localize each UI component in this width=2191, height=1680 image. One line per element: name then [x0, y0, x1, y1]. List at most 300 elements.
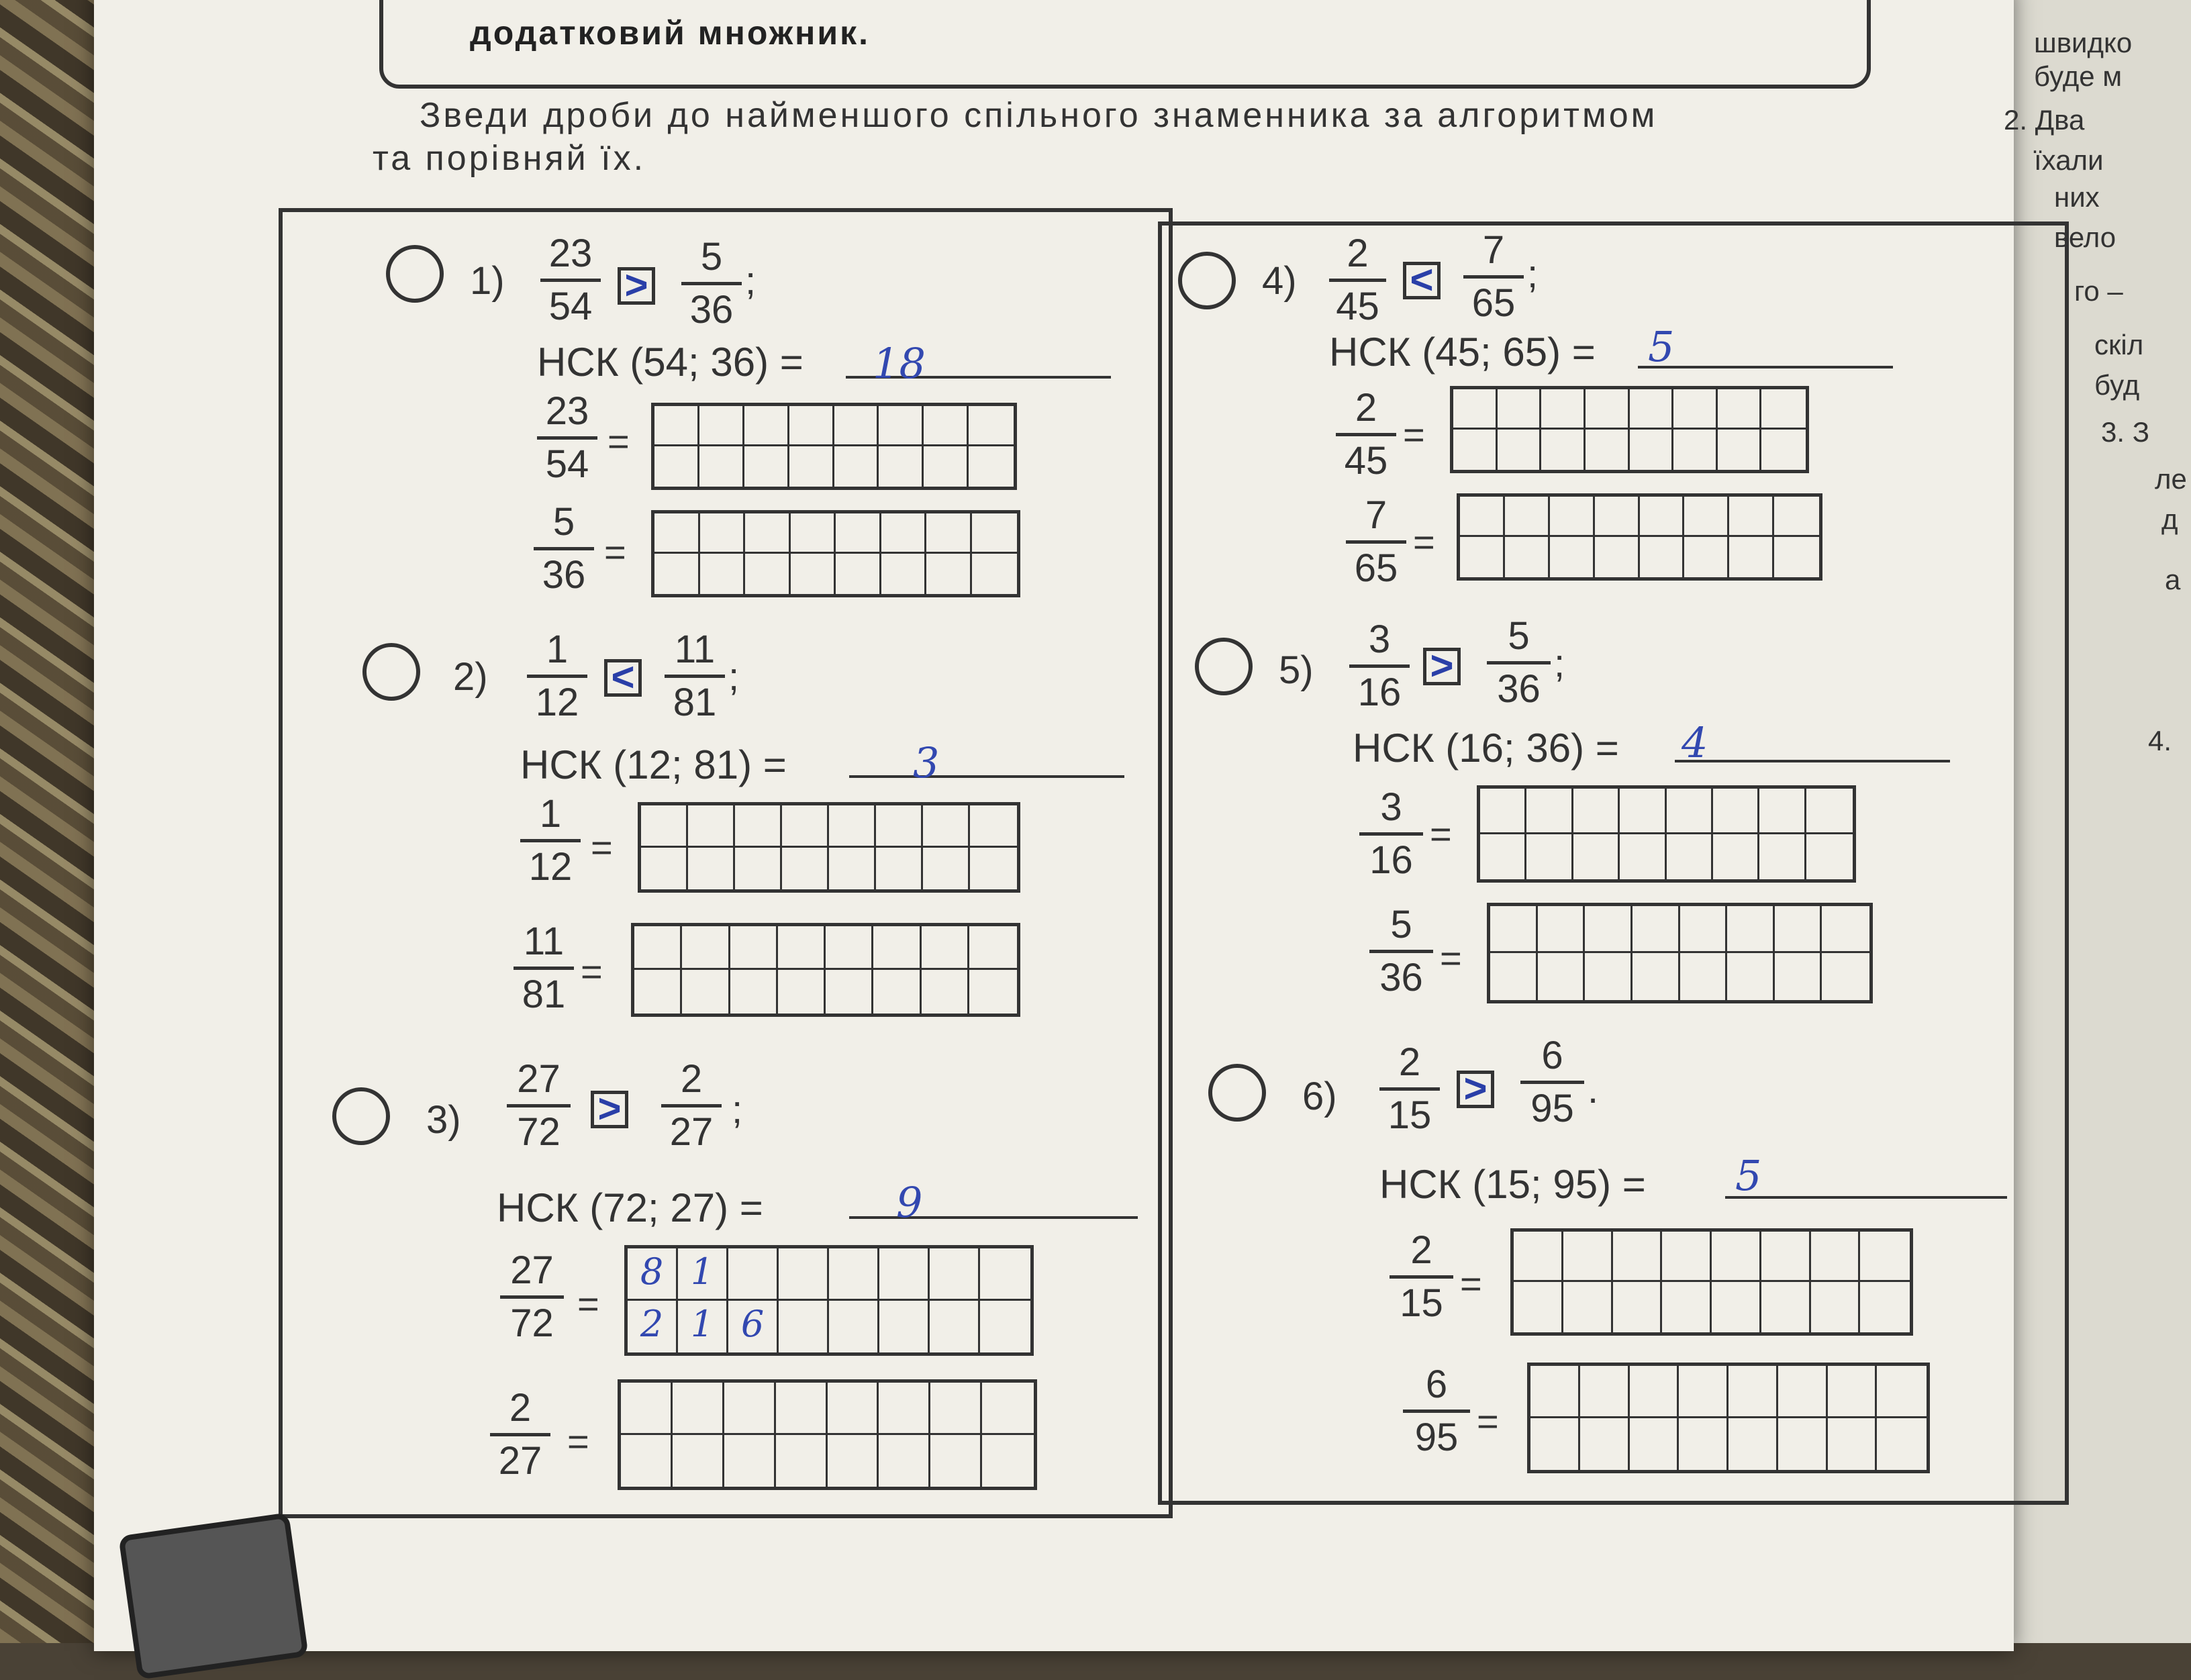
- grid-cell[interactable]: [1580, 1366, 1630, 1418]
- equals-sign: =: [567, 1420, 589, 1463]
- grid-cell[interactable]: [1563, 1282, 1613, 1332]
- grid-cell[interactable]: [1806, 834, 1853, 880]
- numerator: 5: [1390, 903, 1412, 946]
- grid-cell[interactable]: [682, 926, 730, 970]
- grid-cell[interactable]: [969, 926, 1017, 970]
- grid-cell[interactable]: [834, 406, 879, 446]
- exercise-4-fraction-a: [1329, 232, 1386, 329]
- grid-cell[interactable]: [970, 805, 1017, 848]
- grid-cell[interactable]: [1640, 537, 1685, 577]
- exercise-6-checkbox[interactable]: [1208, 1064, 1266, 1122]
- exercise-1-answer-grid-a[interactable]: [651, 403, 1017, 490]
- exercise-6-fraction-a-copy: [1390, 1228, 1453, 1326]
- denominator: 45: [1344, 439, 1388, 483]
- grid-cell[interactable]: [1585, 906, 1633, 953]
- grid-cell[interactable]: [673, 1435, 724, 1487]
- grid-cell[interactable]: [1498, 389, 1542, 430]
- exercise-3-answer-grid-b[interactable]: [618, 1379, 1037, 1490]
- grid-cell[interactable]: [1778, 1418, 1828, 1471]
- grid-cell[interactable]: 6: [728, 1301, 779, 1353]
- grid-cell[interactable]: [829, 1301, 879, 1353]
- grid-cell[interactable]: [789, 446, 834, 487]
- grid-cell[interactable]: [873, 926, 921, 970]
- grid-cell[interactable]: [926, 554, 972, 594]
- grid-cell[interactable]: [1505, 497, 1550, 537]
- grid-cell[interactable]: [1630, 1366, 1679, 1418]
- grid-cell[interactable]: [779, 1248, 829, 1301]
- grid-cell[interactable]: [776, 1383, 828, 1435]
- grid-cell[interactable]: [972, 554, 1018, 594]
- exercise-5-comparison-box[interactable]: >: [1423, 648, 1461, 685]
- grid-cell[interactable]: [745, 554, 791, 594]
- numerator: 3: [1380, 785, 1402, 829]
- grid-cell[interactable]: [1480, 834, 1526, 880]
- grid-cell[interactable]: [1490, 906, 1538, 953]
- grid-cell[interactable]: [826, 926, 873, 970]
- grid-cell[interactable]: [1573, 834, 1620, 880]
- grid-cell[interactable]: [1630, 1418, 1679, 1471]
- denominator: 45: [1336, 285, 1379, 328]
- grid-cell[interactable]: [1761, 389, 1806, 430]
- exercise-3-answer-grid-a[interactable]: [624, 1245, 1034, 1356]
- grid-cell[interactable]: [1550, 497, 1595, 537]
- grid-cell[interactable]: [970, 848, 1017, 890]
- exercise-6-answer-line[interactable]: [1725, 1196, 2007, 1199]
- grid-cell[interactable]: [1514, 1232, 1563, 1282]
- grid-cell[interactable]: [1729, 537, 1774, 577]
- numerator: 27: [510, 1248, 554, 1292]
- numerator: 2: [1355, 386, 1377, 430]
- grid-cell[interactable]: [879, 406, 924, 446]
- exercise-5-label: 5): [1279, 648, 1314, 692]
- denominator: 15: [1400, 1281, 1443, 1325]
- denominator: 15: [1387, 1093, 1432, 1137]
- grid-cell[interactable]: [700, 554, 746, 594]
- grid-cell[interactable]: [1490, 953, 1538, 1000]
- grid-cell[interactable]: [673, 1383, 724, 1435]
- right-page-line: їхали: [2034, 144, 2104, 176]
- grid-cell[interactable]: [873, 970, 921, 1014]
- exercise-2-checkbox[interactable]: [362, 643, 420, 701]
- grid-cell[interactable]: [700, 513, 746, 554]
- grid-cell[interactable]: 1: [678, 1301, 728, 1353]
- grid-cell[interactable]: [982, 1435, 1034, 1487]
- grid-cell[interactable]: [1453, 389, 1498, 430]
- exercise-4-nsk-label: НСК (45; 65) =: [1329, 330, 1596, 375]
- grid-cell[interactable]: 2: [628, 1301, 678, 1353]
- grid-cell[interactable]: [730, 926, 778, 970]
- grid-cell[interactable]: [1526, 834, 1573, 880]
- grid-cell[interactable]: [1620, 834, 1666, 880]
- grid-cell[interactable]: [1667, 834, 1713, 880]
- grid-cell[interactable]: [1774, 497, 1819, 537]
- grid-cell[interactable]: [1480, 789, 1526, 834]
- exercise-3-comparison-box[interactable]: >: [591, 1091, 628, 1128]
- grid-cell[interactable]: [1640, 497, 1685, 537]
- right-page-line: вело: [2054, 221, 2116, 253]
- grid-cell[interactable]: [922, 926, 969, 970]
- grid-cell[interactable]: [1538, 906, 1586, 953]
- grid-cell[interactable]: [1761, 1282, 1811, 1332]
- exercise-2-answer: 3: [913, 738, 940, 787]
- numerator: 27: [517, 1057, 561, 1101]
- grid-cell[interactable]: [1680, 906, 1728, 953]
- grid-cell[interactable]: [969, 446, 1014, 487]
- numerator: 23: [548, 232, 593, 275]
- grid-cell[interactable]: [828, 1435, 879, 1487]
- grid-cell[interactable]: [641, 805, 688, 848]
- exercise-6-nsk-label: НСК (15; 95) =: [1379, 1162, 1646, 1207]
- grid-cell[interactable]: [1620, 789, 1666, 834]
- grid-cell[interactable]: [1630, 389, 1674, 430]
- numerator: 2: [1347, 232, 1369, 275]
- exercise-4-comparison-box[interactable]: <: [1403, 262, 1441, 299]
- grid-cell[interactable]: [1729, 1418, 1778, 1471]
- grid-cell[interactable]: [1530, 1418, 1580, 1471]
- grid-cell[interactable]: [1633, 953, 1680, 1000]
- denominator: 12: [528, 845, 573, 889]
- grid-cell[interactable]: [1761, 1232, 1811, 1282]
- right-page-line: буд: [2094, 369, 2140, 401]
- numerator: 23: [545, 389, 589, 433]
- exercise-6-fraction-b: [1520, 1034, 1584, 1131]
- numerator: 2: [1410, 1228, 1432, 1272]
- exercise-6-comparison-box[interactable]: >: [1457, 1071, 1494, 1108]
- grid-cell[interactable]: [930, 1383, 982, 1435]
- exercise-5-nsk-label: НСК (16; 36) =: [1353, 726, 1619, 771]
- grid-cell[interactable]: [1453, 430, 1498, 470]
- grid-cell[interactable]: [828, 1383, 879, 1435]
- grid-cell[interactable]: [791, 554, 836, 594]
- grid-cell[interactable]: [782, 805, 829, 848]
- grid-cell[interactable]: [654, 554, 700, 594]
- grid-cell[interactable]: [744, 406, 789, 446]
- grid-cell[interactable]: [1759, 834, 1806, 880]
- grid-cell[interactable]: [923, 848, 970, 890]
- grid-cell[interactable]: [829, 1248, 879, 1301]
- exercise-3-fraction-a-copy: [500, 1248, 564, 1346]
- grid-cell[interactable]: [1775, 953, 1822, 1000]
- grid-cell[interactable]: [735, 805, 782, 848]
- grid-cell[interactable]: [1514, 1282, 1563, 1332]
- exercise-3-nsk-label: НСК (72; 27) =: [497, 1185, 763, 1230]
- exercise-1-fraction-a: [540, 232, 601, 329]
- exercise-5-fraction-a: [1349, 617, 1410, 715]
- grid-cell[interactable]: [879, 446, 924, 487]
- exercise-5-checkbox[interactable]: [1195, 638, 1253, 695]
- exercise-6-answer-grid-b[interactable]: [1527, 1363, 1930, 1473]
- grid-cell[interactable]: [1526, 789, 1573, 834]
- grid-cell[interactable]: [1684, 497, 1729, 537]
- exercise-6-fraction-a: [1379, 1040, 1440, 1138]
- exercise-3-checkbox[interactable]: [332, 1087, 390, 1145]
- grid-cell[interactable]: [654, 406, 699, 446]
- rule-text: додатковий множник.: [470, 14, 871, 52]
- exercise-4-fraction-a-copy: [1336, 386, 1396, 483]
- grid-cell[interactable]: [688, 805, 735, 848]
- exercise-3-fraction-b-copy: [490, 1386, 550, 1483]
- denominator: 12: [535, 681, 579, 724]
- right-page-line: го –: [2074, 275, 2123, 307]
- grid-cell[interactable]: [1460, 537, 1505, 577]
- exercise-1-answer-grid-b[interactable]: [651, 510, 1020, 597]
- grid-cell[interactable]: [924, 406, 969, 446]
- grid-cell[interactable]: [1550, 537, 1595, 577]
- grid-cell[interactable]: [1761, 430, 1806, 470]
- exercise-5-answer-line[interactable]: [1675, 760, 1950, 762]
- grid-cell[interactable]: [1613, 1232, 1663, 1282]
- grid-cell[interactable]: [778, 926, 826, 970]
- grid-cell[interactable]: [980, 1248, 1030, 1301]
- grid-cell[interactable]: [1679, 1366, 1729, 1418]
- grid-cell[interactable]: [1662, 1282, 1712, 1332]
- right-page-line: швидко: [2034, 27, 2133, 58]
- grid-cell[interactable]: [980, 1301, 1030, 1353]
- exercise-2-answer-line[interactable]: [849, 775, 1124, 778]
- exercise-1-checkbox[interactable]: [386, 245, 444, 303]
- grid-cell[interactable]: [1877, 1418, 1927, 1471]
- exercise-4-answer-grid-a[interactable]: [1450, 386, 1809, 473]
- grid-cell[interactable]: [778, 970, 826, 1014]
- exercise-1-comparison-box[interactable]: >: [618, 267, 655, 305]
- grid-cell[interactable]: [699, 406, 744, 446]
- grid-cell[interactable]: [1541, 389, 1586, 430]
- exercise-2-answer-grid-b[interactable]: [631, 923, 1020, 1017]
- grid-cell[interactable]: [1673, 430, 1718, 470]
- grid-cell[interactable]: [1586, 430, 1630, 470]
- grid-cell[interactable]: [1460, 497, 1505, 537]
- grid-cell[interactable]: [1505, 537, 1550, 577]
- grid-cell[interactable]: [782, 848, 829, 890]
- exercise-3-fraction-b: [661, 1057, 722, 1154]
- numerator: 3: [1368, 617, 1391, 661]
- grid-cell[interactable]: [634, 926, 682, 970]
- grid-cell[interactable]: [930, 1435, 982, 1487]
- denominator: 95: [1530, 1087, 1574, 1130]
- exercise-5-fraction-b-copy: [1369, 903, 1433, 1000]
- exercise-2-comparison-box[interactable]: <: [604, 659, 642, 697]
- numerator: 2: [680, 1057, 703, 1101]
- grid-cell[interactable]: [1662, 1232, 1712, 1282]
- grid-cell[interactable]: [1585, 953, 1633, 1000]
- equals-sign: =: [607, 420, 630, 462]
- grid-cell[interactable]: [969, 406, 1014, 446]
- exercise-6-label: 6): [1302, 1075, 1337, 1118]
- denominator: 81: [673, 681, 717, 724]
- grid-cell[interactable]: [1633, 906, 1680, 953]
- grid-cell[interactable]: [730, 970, 778, 1014]
- grid-cell[interactable]: [876, 848, 923, 890]
- grid-cell[interactable]: [1712, 1282, 1761, 1332]
- grid-cell[interactable]: [1713, 789, 1759, 834]
- grid-cell[interactable]: [1667, 789, 1713, 834]
- grid-cell[interactable]: [881, 554, 927, 594]
- equals-sign: =: [1413, 521, 1435, 563]
- grid-cell[interactable]: [682, 970, 730, 1014]
- exercise-5-answer-grid-b[interactable]: [1487, 903, 1873, 1003]
- exercise-4-answer-line[interactable]: [1638, 366, 1893, 368]
- grid-cell[interactable]: [1630, 430, 1674, 470]
- grid-cell[interactable]: [1775, 906, 1822, 953]
- grid-cell[interactable]: [1595, 497, 1640, 537]
- exercise-3-fraction-a: [507, 1057, 571, 1154]
- grid-cell[interactable]: [924, 446, 969, 487]
- grid-cell[interactable]: [1828, 1366, 1878, 1418]
- grid-cell[interactable]: [1860, 1232, 1910, 1282]
- numerator: 5: [552, 500, 575, 544]
- grid-cell[interactable]: [926, 513, 972, 554]
- grid-cell[interactable]: [879, 1435, 930, 1487]
- task-line-2: та порівняй їх.: [373, 139, 646, 178]
- grid-cell[interactable]: [1580, 1418, 1630, 1471]
- grid-cell[interactable]: 1: [678, 1248, 728, 1301]
- exercise-4-label: 4): [1262, 259, 1297, 303]
- grid-cell[interactable]: [1774, 537, 1819, 577]
- grid-cell[interactable]: [1679, 1418, 1729, 1471]
- grid-cell[interactable]: [879, 1248, 930, 1301]
- grid-cell[interactable]: [1729, 1366, 1778, 1418]
- right-page-line: 3. З: [2101, 416, 2150, 448]
- grid-cell[interactable]: [1712, 1232, 1761, 1282]
- grid-cell[interactable]: [876, 805, 923, 848]
- grid-cell[interactable]: [1727, 953, 1775, 1000]
- grid-cell[interactable]: [1806, 789, 1853, 834]
- grid-cell[interactable]: [930, 1301, 980, 1353]
- grid-cell[interactable]: [829, 805, 876, 848]
- grid-cell[interactable]: [1718, 430, 1762, 470]
- grid-cell[interactable]: [922, 970, 969, 1014]
- grid-cell[interactable]: [728, 1248, 779, 1301]
- exercise-4-checkbox[interactable]: [1178, 252, 1236, 309]
- numerator: 5: [1508, 614, 1530, 658]
- grid-cell[interactable]: [1573, 789, 1620, 834]
- grid-cell[interactable]: [1563, 1232, 1613, 1282]
- grid-cell[interactable]: [621, 1435, 673, 1487]
- grid-cell[interactable]: [879, 1383, 930, 1435]
- exercise-6-answer: 5: [1735, 1151, 1762, 1200]
- exercise-4-answer-grid-b[interactable]: [1457, 493, 1822, 581]
- grid-cell[interactable]: [836, 513, 881, 554]
- punctuation: ;: [732, 1088, 743, 1132]
- grid-cell[interactable]: [1498, 430, 1542, 470]
- grid-cell[interactable]: [724, 1383, 776, 1435]
- equals-sign: =: [581, 950, 603, 993]
- grid-cell[interactable]: [1822, 906, 1869, 953]
- grid-cell[interactable]: [791, 513, 836, 554]
- exercise-4-fraction-b-copy: [1346, 493, 1406, 591]
- grid-cell[interactable]: [923, 805, 970, 848]
- right-page-line: а: [2165, 564, 2181, 595]
- exercise-4-fraction-b: [1463, 228, 1524, 326]
- exercise-3-answer-line[interactable]: [849, 1216, 1138, 1219]
- grid-cell[interactable]: [641, 848, 688, 890]
- grid-cell[interactable]: [1673, 389, 1718, 430]
- numerator: 2: [509, 1386, 532, 1430]
- grid-cell[interactable]: [1538, 953, 1586, 1000]
- grid-cell[interactable]: [1860, 1282, 1910, 1332]
- grid-cell[interactable]: [879, 1301, 930, 1353]
- exercise-1-answer: 18: [873, 339, 926, 388]
- grid-cell[interactable]: [745, 513, 791, 554]
- grid-cell[interactable]: [634, 970, 682, 1014]
- exercise-1-fraction-b-copy: [534, 500, 594, 597]
- exercise-2-fraction-b: [665, 628, 725, 725]
- right-page-line: д: [2161, 503, 2178, 535]
- grid-cell[interactable]: [1811, 1232, 1861, 1282]
- equals-sign: =: [591, 826, 613, 869]
- right-page-line: 4.: [2148, 725, 2172, 756]
- grid-cell[interactable]: [688, 848, 735, 890]
- grid-cell[interactable]: [826, 970, 873, 1014]
- equals-sign: =: [1403, 413, 1425, 456]
- grid-cell[interactable]: [654, 513, 700, 554]
- grid-cell[interactable]: [1877, 1366, 1927, 1418]
- right-page-line: скіл: [2094, 329, 2144, 360]
- grid-cell[interactable]: [1530, 1366, 1580, 1418]
- denominator: 27: [669, 1110, 714, 1154]
- grid-cell[interactable]: [829, 848, 876, 890]
- grid-cell[interactable]: [982, 1383, 1034, 1435]
- exercise-5-answer: 4: [1682, 718, 1708, 767]
- grid-cell[interactable]: [654, 446, 699, 487]
- grid-cell[interactable]: [789, 406, 834, 446]
- grid-cell[interactable]: [836, 554, 881, 594]
- grid-cell[interactable]: [1586, 389, 1630, 430]
- grid-cell[interactable]: [1759, 789, 1806, 834]
- grid-cell[interactable]: [1713, 834, 1759, 880]
- grid-cell[interactable]: [1778, 1366, 1828, 1418]
- exercise-4-answer: 5: [1648, 322, 1675, 371]
- grid-cell[interactable]: [724, 1435, 776, 1487]
- grid-cell[interactable]: [621, 1383, 673, 1435]
- grid-cell[interactable]: [1811, 1282, 1861, 1332]
- grid-cell[interactable]: [776, 1435, 828, 1487]
- denominator: 36: [1379, 956, 1423, 999]
- grid-cell[interactable]: [735, 848, 782, 890]
- grid-cell[interactable]: [1613, 1282, 1663, 1332]
- denominator: 65: [1354, 546, 1398, 590]
- grid-cell[interactable]: [1541, 430, 1586, 470]
- grid-cell[interactable]: [744, 446, 789, 487]
- grid-cell[interactable]: [834, 446, 879, 487]
- grid-cell[interactable]: [969, 970, 1017, 1014]
- exercise-6-answer-grid-a[interactable]: [1510, 1228, 1913, 1336]
- grid-cell[interactable]: [779, 1301, 829, 1353]
- numerator: 1: [546, 628, 569, 671]
- grid-cell[interactable]: [699, 446, 744, 487]
- numerator: 6: [1541, 1034, 1563, 1077]
- right-page-line: них: [2054, 181, 2100, 213]
- exercise-5-answer-grid-a[interactable]: [1477, 785, 1856, 883]
- grid-cell[interactable]: [1718, 389, 1762, 430]
- grid-cell[interactable]: [1595, 537, 1640, 577]
- exercise-1-label: 1): [470, 259, 505, 303]
- grid-cell[interactable]: [1729, 497, 1774, 537]
- grid-cell[interactable]: [1727, 906, 1775, 953]
- exercise-3-label: 3): [426, 1098, 461, 1142]
- denominator: 16: [1369, 838, 1413, 882]
- grid-cell[interactable]: [1680, 953, 1728, 1000]
- grid-cell[interactable]: [1828, 1418, 1878, 1471]
- grid-cell[interactable]: [1822, 953, 1869, 1000]
- grid-cell[interactable]: [930, 1248, 980, 1301]
- exercise-2-answer-grid-a[interactable]: [638, 802, 1020, 893]
- grid-cell[interactable]: [881, 513, 927, 554]
- grid-cell[interactable]: [1684, 537, 1729, 577]
- numerator: 7: [1482, 228, 1505, 272]
- grid-cell[interactable]: [972, 513, 1018, 554]
- grid-cell[interactable]: 8: [628, 1248, 678, 1301]
